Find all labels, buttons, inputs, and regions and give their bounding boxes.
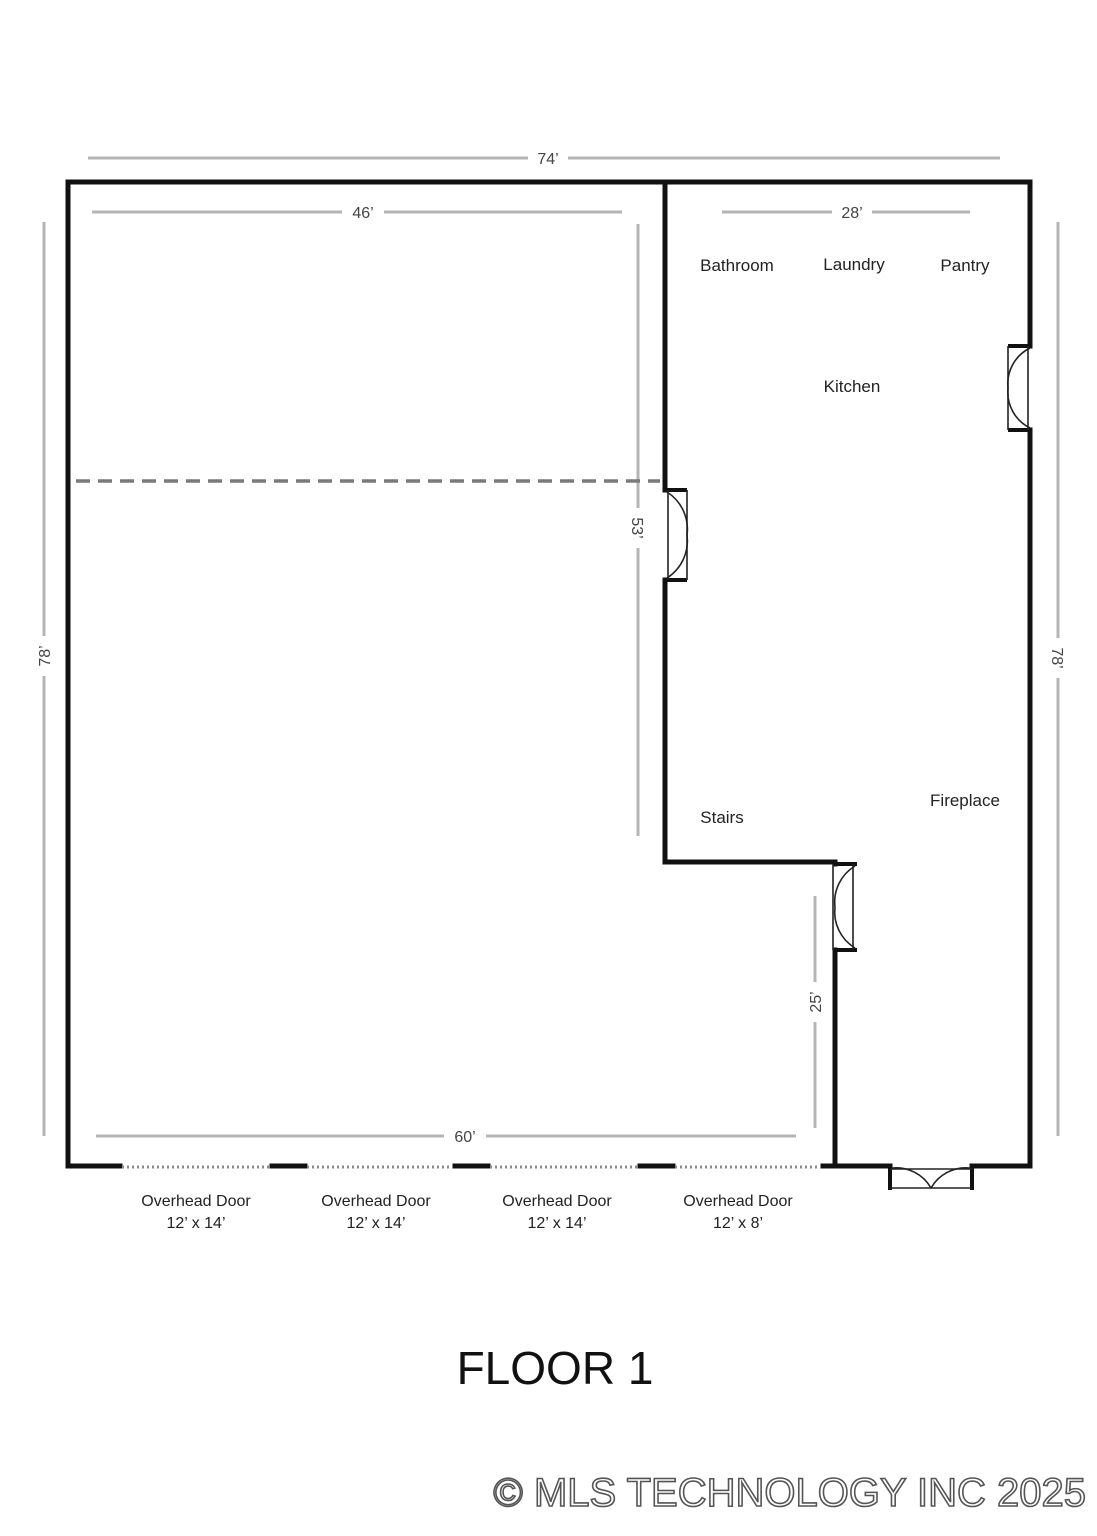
room-label-fireplace: Fireplace	[930, 791, 1000, 810]
living-width-label: 28’	[841, 205, 863, 222]
door-swing	[1008, 348, 1030, 388]
door-swing	[667, 492, 687, 535]
door-swing	[1008, 388, 1030, 428]
notch-height-label: 25’	[808, 991, 825, 1013]
overhead-door-1-name: Overhead Door	[141, 1193, 251, 1210]
overhead-door-2-size: 12’ x 14’	[346, 1215, 406, 1232]
overhead-door-4-size: 12’ x 8’	[712, 1215, 764, 1232]
exterior-double-door-bottom	[890, 1164, 972, 1190]
door-swing	[892, 1168, 931, 1188]
room-label-laundry: Laundry	[823, 255, 885, 274]
garage-width-label: 46’	[352, 205, 374, 222]
room-label-bathroom: Bathroom	[700, 256, 774, 275]
room-label-kitchen: Kitchen	[823, 377, 881, 396]
dimension-lines	[44, 158, 1058, 1136]
floor-title: FLOOR 1	[456, 1342, 654, 1394]
door-swing	[835, 866, 855, 907]
notch-double-door	[833, 864, 857, 950]
garage-depth-label: 53’	[628, 517, 645, 539]
door-swing	[931, 1168, 970, 1188]
walls	[68, 182, 1030, 1166]
door-swing	[667, 535, 687, 578]
room-label-pantry: Pantry	[940, 256, 990, 275]
door-swing	[835, 907, 855, 948]
overall-width-label: 74’	[537, 151, 559, 168]
left-height-label: 78’	[37, 645, 54, 667]
overhead-door-4-name: Overhead Door	[683, 1193, 793, 1210]
overhead-door-1-size: 12’ x 14’	[166, 1215, 226, 1232]
bottom-width-label: 60’	[454, 1129, 476, 1146]
interior-double-door	[663, 490, 687, 580]
copyright-watermark: © MLS TECHNOLOGY INC 2025	[493, 1471, 1086, 1515]
overhead-door-2-name: Overhead Door	[321, 1193, 431, 1210]
exterior-double-door-right	[1008, 346, 1032, 430]
overhead-door-3-size: 12’ x 14’	[527, 1215, 587, 1232]
right-height-label: 78’	[1048, 647, 1065, 669]
room-label-stairs: Stairs	[700, 808, 744, 827]
overhead-door-3-name: Overhead Door	[502, 1193, 612, 1210]
